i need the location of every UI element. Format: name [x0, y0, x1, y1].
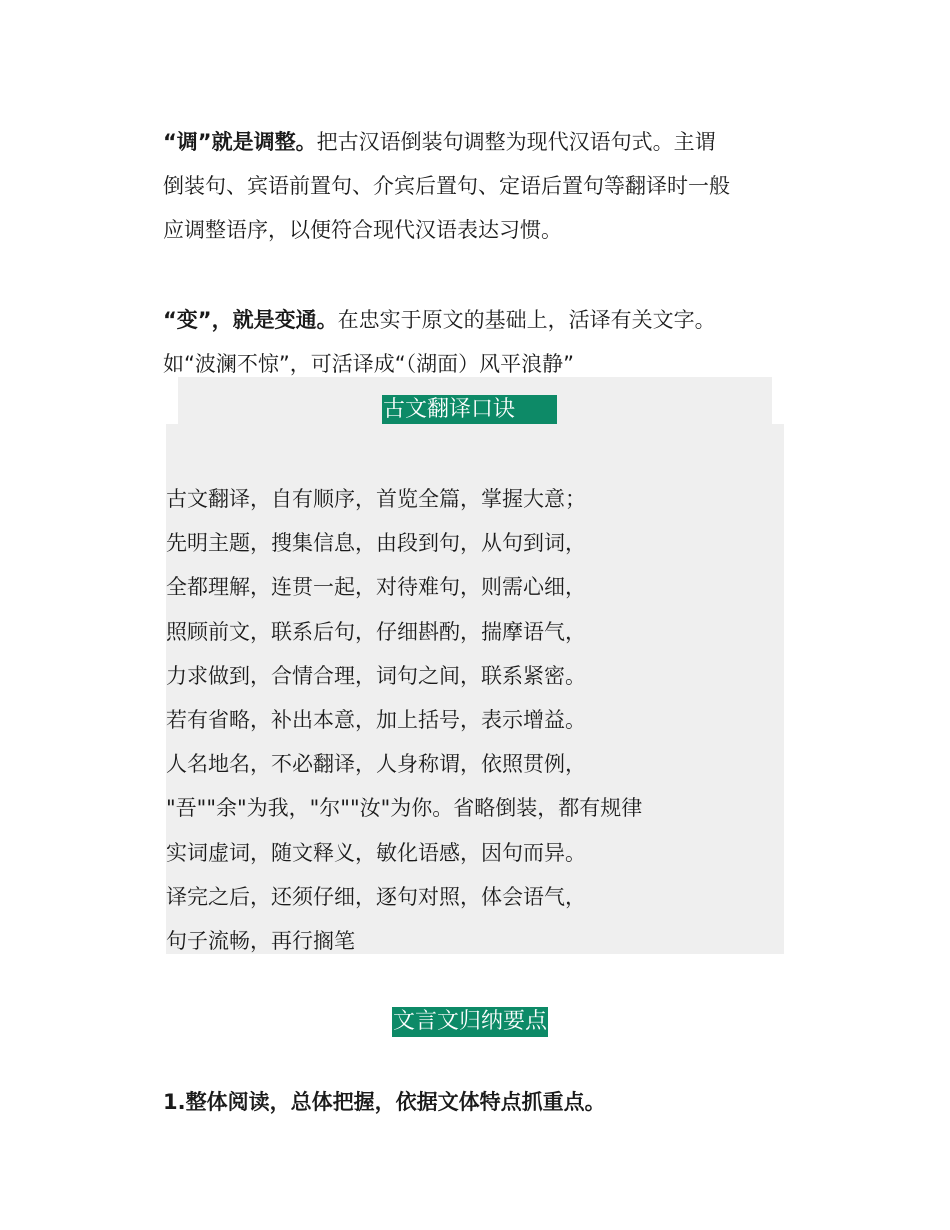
- paragraph-tiao: [163, 120, 803, 252]
- paragraph-bian-line-2: 如“波澜不惊”，可活译成“（湖面）风平浪静”: [163, 352, 575, 376]
- rhyme-line: 力求做到，合情合理，词句之间，联系紧密。: [166, 663, 586, 688]
- paragraph-bian-text-1: 在忠实于原文的基础上，活译有关文字。: [337, 308, 716, 332]
- point-1-heading: 1.整体阅读，总体把握，依据文体特点抓重点。: [163, 1090, 606, 1114]
- paragraph-tiao-line-2: 倒装句、宾语前置句、介宾后置句、定语后置句等翻译时一般: [163, 174, 730, 198]
- rhyme-line: 实词虚词，随文释义，敏化语感，因句而异。: [166, 840, 586, 865]
- rhyme-line: 译完之后，还须仔细，逐句对照，体会语气，: [166, 884, 586, 909]
- paragraph-bian-line-1: [163, 298, 803, 342]
- rhyme-list: [166, 477, 776, 963]
- paragraph-tiao-lead: “调”就是调整。: [163, 130, 317, 154]
- paragraph-bian: [163, 298, 803, 386]
- paragraph-tiao-line-1: [163, 120, 803, 164]
- rhyme-line: "吾""余"为我，"尔""汝"为你。省略倒装，都有规律: [166, 796, 643, 821]
- rhyme-title-badge: 古文翻译口诀: [382, 395, 557, 425]
- paragraph-bian-lead: “变”，就是变通。: [163, 308, 338, 332]
- rhyme-line: 照顾前文，联系后句，仔细斟酌，揣摩语气，: [166, 619, 586, 644]
- rhyme-line: 全都理解，连贯一起，对待难句，则需心细，: [166, 575, 586, 600]
- rhyme-line: 若有省略，补出本意，加上括号，表示增益。: [166, 708, 586, 733]
- paragraph-tiao-line-3: 应调整语序，以便符合现代汉语表达习惯。: [163, 218, 562, 242]
- rhyme-line: 古文翻译，自有顺序，首览全篇，掌握大意；: [166, 487, 586, 511]
- rhyme-line: 先明主题，搜集信息，由段到句，从句到词，: [166, 531, 586, 556]
- rhyme-line: 人名地名，不必翻译，人身称谓，依照贯例，: [166, 752, 586, 777]
- rhyme-line: 句子流畅，再行搁笔: [166, 929, 355, 954]
- paragraph-tiao-text-1: 把古汉语倒装句调整为现代汉语句式。主谓: [316, 130, 716, 154]
- summary-title-badge: 文言文归纳要点: [392, 1007, 548, 1037]
